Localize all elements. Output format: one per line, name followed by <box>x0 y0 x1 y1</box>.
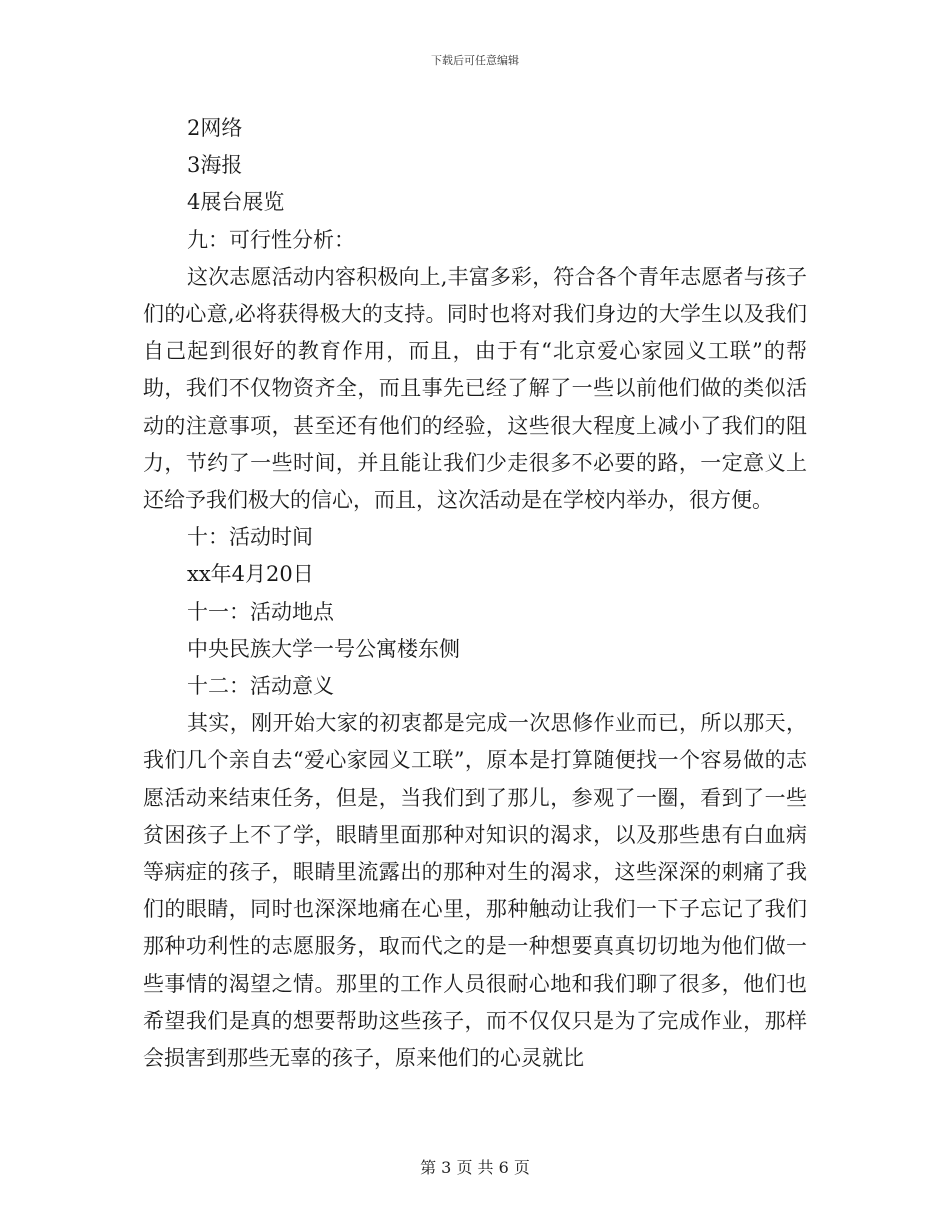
section-heading: 十一：活动地点 <box>187 599 334 624</box>
section-heading: 十二：活动意义 <box>187 673 334 698</box>
list-item: 2网络 <box>187 116 243 140</box>
paragraph: 这次志愿活动内容积极向上,丰富多彩，符合各个青年志愿者与孩子们的心意,必将获得极大的支持。同时也将对我们身边的大学生以及我们自己起到很好的教育作用，而且，由于有“北京爱心家园义工联”的帮助，我们不仅物资齐全，而且事先已经了解了一些以前他们做的类似活动的注意事项，甚至还有他们的经验，这些很大程度上减小了我们的阻力，节约了一些时间，并且能让我们少走很多不必要的路，一定意义上还给予我们极大的信心，而且，这次活动是在学校内举办，很方便。 <box>143 264 807 512</box>
list-item: 4展台展览 <box>187 190 285 215</box>
section-heading: 九：可行性分析： <box>187 227 355 252</box>
page-number: 第 3 页 共 6 页 <box>420 1158 530 1177</box>
document-body <box>143 110 807 1077</box>
section-heading: 十：活动时间 <box>187 525 313 550</box>
section-value: 中央民族大学一号公寓楼东侧 <box>187 636 460 661</box>
section-value: xx年4月20日 <box>187 562 314 587</box>
paragraph: 其实，刚开始大家的初衷都是完成一次思修作业而已，所以那天，我们几个亲自去“爱心家园义工联”，原本是打算随便找一个容易做的志愿活动来结束任务，但是，当我们到了那儿，参观了一圈，看到了一些贫困孩子上不了学，眼睛里面那种对知识的渴求，以及那些患有白血病等病症的孩子，眼睛里流露出的那种对生的渴求，这些深深的刺痛了我们的眼睛，同时也深深地痛在心里，那种触动让我们一下子忘记了我们那种功利性的志愿服务，取而代之的是一种想要真真切切地为他们做一些事情的渴望之情。那里的工作人员很耐心地和我们聊了很多，他们也希望我们是真的想要帮助这些孩子，而不仅仅只是为了完成作业，那样会损害到那些无辜的孩子，原来他们的心灵就比 <box>143 711 807 1070</box>
page-header-note: 下载后可任意编辑 <box>431 54 519 67</box>
list-item: 3海报 <box>187 153 243 178</box>
